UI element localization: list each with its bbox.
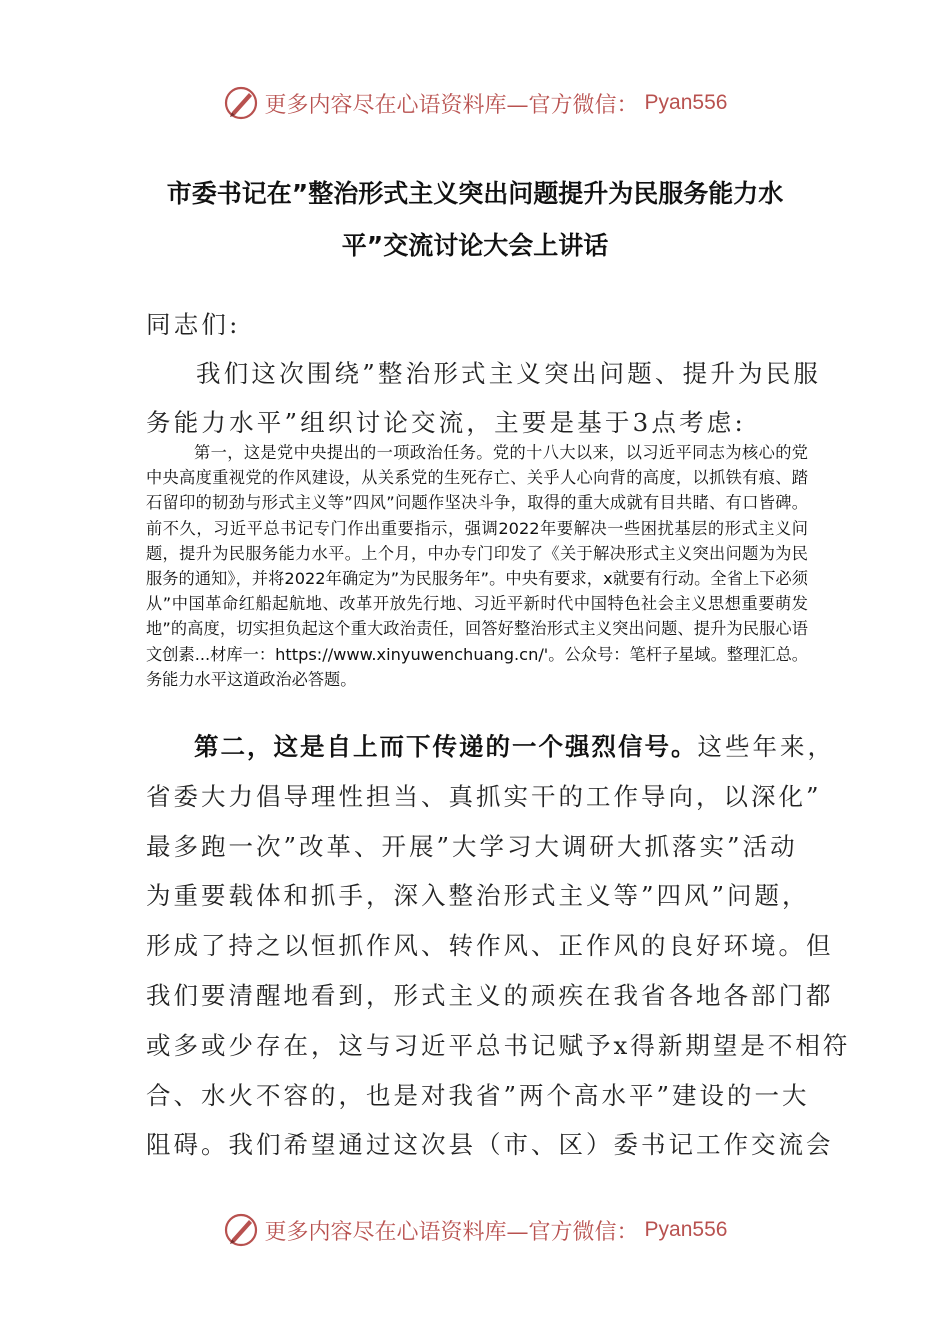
point-two-line: 阻碍。我们希望通过这次县（市、区）委书记工作交流会 [146,1130,834,1160]
salutation: 同志们: [146,310,241,339]
point-one-paragraph: 第一，这是党中央提出的一项政治任务。党的十八大以来，以习近平同志为核心的党中央高度重视党的作风建设，从关系党的生死存亡、关乎人心向背的高度，以抓铁有痕、踏石留印的韧劲与形式主义等”四风”问题作坚决斗争，取得的重大成就有目共睹、有口皆碑。前不久，习近平总书记专门作出重要指示，强调2022年要解决一些困扰基层的形式主义问题，提升为民服务能力水平。上个月，中办专门印发了《关于解决形式主义突出问题为为民服务的通知》，并将2022年确定为”为民服务年”。中央有要求，x就要有行动。全省上下必须从”中国革命红船起航地、改革开放先行地、习近平新时代中国特色社会主义思想重要萌发地”的高度，切实担负起这个重大政治责任，回答好整治形式主义突出问题、提升为民服心语文创素...材库一：https://www.xinyuwenchuang.cn/'。公众号：笔杆子星域。整理汇总。务能力水平这道政治必答题。 [146,443,808,689]
title-line-2: 平”交流讨论大会上讲话 [341,231,609,260]
watermark-wechat-id: Pyan556 [644,1218,728,1241]
point-two-line: 为重要载体和抓手，深入整治形式主义等”四风”问题， [146,881,810,911]
point-two-lead: 第二，这是自上而下传递的一个强烈信号。 [194,732,698,761]
point-two-line: 省委大力倡导理性担当、真抓实干的工作导向，以深化” [146,781,822,811]
watermark-banner-top [0,83,950,123]
watermark-text: 更多内容尽在心语资料库—官方微信： [264,92,639,118]
title-line-1: 市委书记在”整治形式主义突出问题提升为民服务能力水 [166,179,784,208]
point-two-line-text: 这些年来， [697,732,835,761]
watermark-banner-bottom [0,1210,950,1250]
intro-line-1: 我们这次围绕”整治形式主义突出问题、提升为民服 [196,359,822,388]
point-two-line: 形成了持之以恒抓作风、转作风、正作风的良好环境。但 [146,931,834,961]
point-two-line: 我们要清醒地看到，形式主义的顽疾在我省各地各部门都 [146,980,834,1010]
document-title [130,168,820,272]
pen-logo-icon [223,1212,259,1248]
point-two-line: 或多或少存在，这与习近平总书记赋予x得新期望是不相符 [146,1030,851,1060]
point-two-line: 最多跑一次”改革、开展”大学习大调研大抓落实”活动 [146,831,798,861]
point-two-line: 合、水火不容的，也是对我省”两个高水平”建设的一大 [146,1080,810,1110]
pen-logo-icon [223,85,259,121]
intro-line-2: 务能力水平”组织讨论交流，主要是基于3点考虑: [146,408,746,437]
watermark-wechat-id: Pyan556 [644,91,728,114]
watermark-text: 更多内容尽在心语资料库—官方微信： [264,1219,639,1245]
point-two-line [146,722,836,772]
point-two-paragraph [146,722,851,1170]
